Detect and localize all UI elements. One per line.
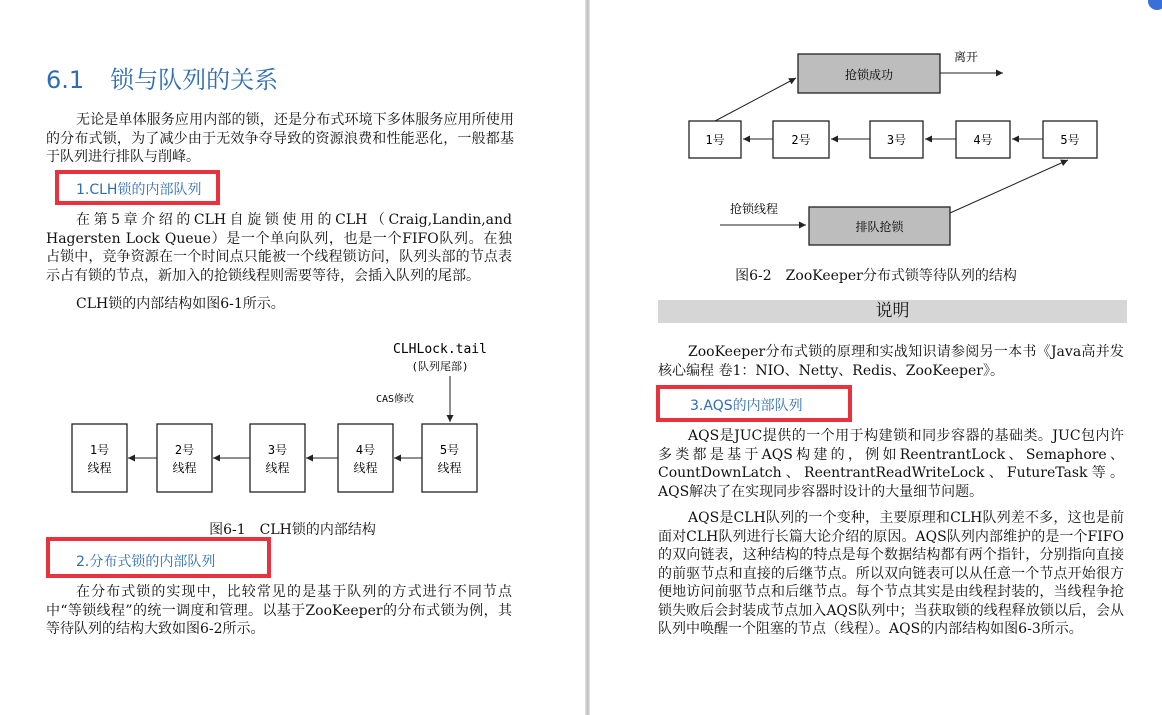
right-page — [590, 0, 1162, 715]
subheading-clh: 1.CLH锁的内部队列 — [76, 182, 202, 198]
zk-node-3-label: 3号 — [886, 133, 907, 147]
clh-node-4-line2: 线程 — [353, 461, 378, 475]
clh-node-1-line2: 线程 — [87, 461, 112, 475]
tail-label: CLHLock.tail — [393, 342, 487, 357]
section-title: 锁与队列的关系 — [110, 66, 279, 94]
subheading-distributed: 2.分布式锁的内部队列 — [76, 554, 216, 570]
figure-6-2-diagram — [590, 0, 1162, 260]
clh-node-4-line1: 4号 — [355, 443, 376, 457]
subheading-aqs: 3.AQS的内部队列 — [690, 398, 803, 414]
clh-node-5 — [422, 424, 477, 492]
zk-node-4 — [956, 121, 1010, 158]
figure-6-1-number: 图6-1 — [209, 522, 246, 538]
cas-label: CAS修改 — [375, 394, 414, 405]
clh-paragraph: 在第5章介绍的CLH自旋锁使用的CLH（Craig,Landin,and Hagersten Lock Queue）是一个单向队列，也是一个FIFO队列。在独占锁中，竞争资源在一个时间点只能被一个线程锁访问，队列头部的节点表示占有锁的节点，新加入的抢锁线程则需要等待，会插入队列的尾部。 — [46, 212, 512, 284]
distributed-paragraph: 在分布式锁的实现中，比较常见的是基于队列的方式进行不同节点中“等锁线程”的统一调度和管理。以基于ZooKeeper的分布式锁为例，其等待队列的结构大致如图6-2所示。 — [46, 584, 512, 637]
clh-node-5-line1: 5号 — [439, 443, 460, 457]
tail-sub-label: (队列尾部) — [411, 360, 469, 373]
zk-node-1-label: 1号 — [705, 133, 725, 147]
figure-6-2-caption — [590, 265, 1162, 285]
zk-node-2 — [773, 121, 829, 158]
queue-lock-box — [809, 207, 950, 245]
clh-node-1-line1: 1号 — [89, 443, 110, 457]
clh-node-3-line2: 线程 — [265, 461, 290, 475]
zk-node-5 — [1043, 121, 1097, 158]
clh-node-2-line1: 2号 — [174, 443, 195, 457]
clh-node-2-line2: 线程 — [172, 461, 197, 475]
intro-paragraph: 无论是单体服务应用内部的锁，还是分布式环境下多体服务应用所使用的分布式锁，为了减少由于无效争夺导致的资源浪费和性能恶化，一般都基于队列进行排队与削峰。 — [46, 112, 514, 165]
figure-6-1-title: CLH锁的内部结构 — [259, 522, 376, 538]
zk-node-1 — [689, 121, 741, 158]
note-paragraph: ZooKeeper分布式锁的原理和实战知识请参阅另一本书《Java高并发核心编程 卷1：NIO、Netty、Redis、ZooKeeper》。 — [658, 344, 1124, 379]
clh-node-4 — [338, 424, 393, 492]
lock-success-box — [798, 54, 940, 93]
clh-figure-reference: CLH锁的内部结构如图6-1所示。 — [76, 296, 285, 312]
zk-node-3 — [870, 121, 923, 158]
note-heading-bar: 说明 — [658, 300, 1127, 323]
zk-node-2-label: 2号 — [791, 133, 811, 147]
clh-node-5-line2: 线程 — [437, 461, 462, 475]
figure-6-2-title: ZooKeeper分布式锁等待队列的结构 — [785, 268, 1017, 284]
leave-label: 离开 — [954, 50, 979, 64]
section-number: 6.1 — [46, 66, 85, 94]
queue-to-node5-arrow — [950, 160, 1068, 213]
clh-node-2 — [157, 424, 212, 492]
aqs-paragraph-1: AQS是JUC提供的一个用于构建锁和同步容器的基础类。JUC包内许多类都是基于AQS构建的，例如ReentrantLock、Semaphore、CountDownLatch、ReentrantReadWriteLock、FutureTask等。AQS解决了在实现同步容器时设计的大量细节问题。 — [658, 428, 1124, 500]
lock-success-label: 抢锁成功 — [844, 68, 894, 82]
figure-6-2-number: 图6-2 — [735, 268, 772, 284]
aqs-paragraph-2: AQS是CLH队列的一个变种，主要原理和CLH队列差不多，这也是前面对CLH队列进行长篇大论介绍的原因。AQS队列内部维护的是一个FIFO的双向链表，这种结构的特点是每个数据结构都有两个指针，分别指向直接的前驱节点和直接的后继节点。所以双向链表可以从任意一个节点开始很方便地访问前驱节点和后继节点。每个节点其实是由线程封装的，当线程争抢锁失败后会封装成节点加入AQS队列中；当获取锁的线程释放锁以后，会从队列中唤醒一个阻塞的节点（线程）。AQS的内部结构如图6-3所示。 — [658, 510, 1124, 637]
clh-node-3 — [250, 424, 305, 492]
figure-6-1-caption — [0, 519, 585, 539]
zk-node-4-label: 4号 — [973, 133, 993, 147]
zk-node-5-label: 5号 — [1060, 133, 1080, 147]
section-heading — [46, 60, 278, 95]
clh-node-1 — [72, 424, 127, 492]
figure-6-1-diagram — [0, 330, 585, 500]
clh-node-3-line1: 3号 — [267, 443, 288, 457]
node1-to-success-arrow — [715, 78, 796, 121]
lock-thread-label: 抢锁线程 — [730, 202, 779, 216]
queue-lock-label: 排队抢锁 — [855, 220, 904, 234]
